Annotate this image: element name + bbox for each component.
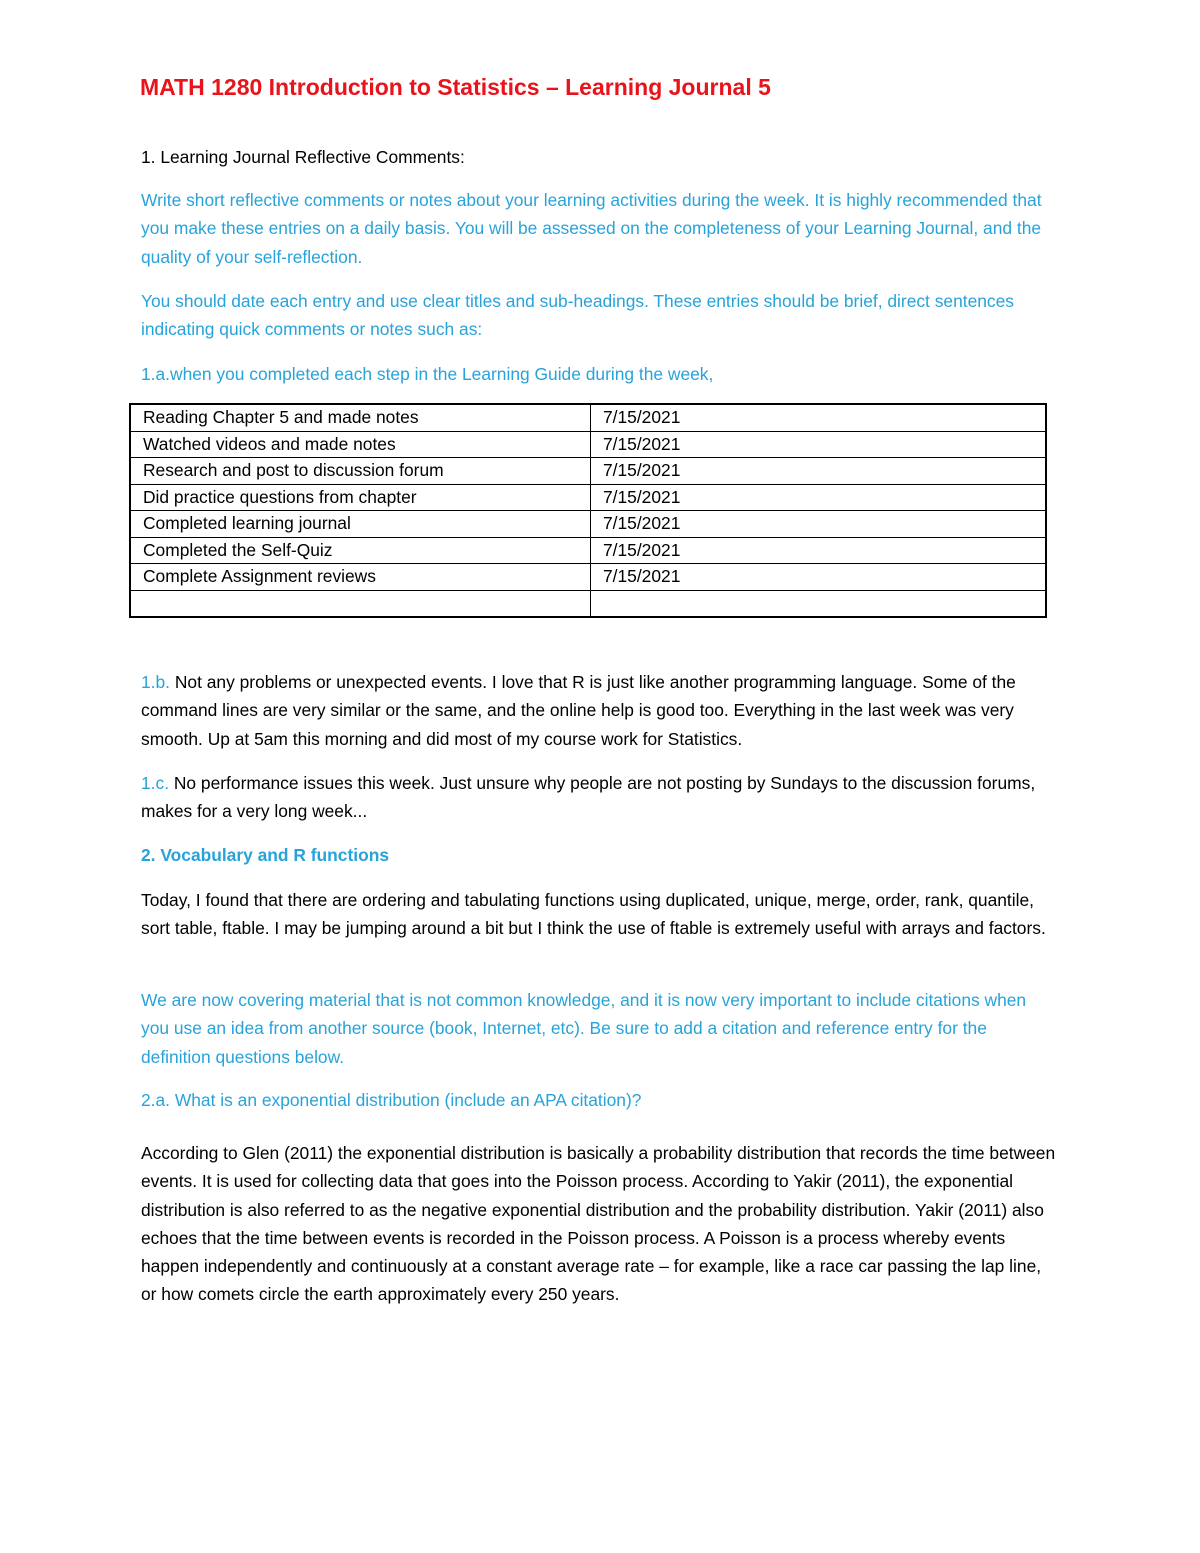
- table-row: [130, 537, 1046, 564]
- date-cell: [591, 590, 1047, 617]
- instructions-paragraph-2: You should date each entry and use clear titles and sub-headings. These entries should be brief, direct sentences indicating quick comments or notes such as:: [141, 291, 1014, 340]
- answer-1b: [141, 668, 1056, 753]
- task-cell: Completed the Self-Quiz: [130, 537, 591, 564]
- question-2a-heading: 2.a. What is an exponential distribution (include an APA citation)?: [141, 1090, 642, 1110]
- answer-2a: According to Glen (2011) the exponential distribution is basically a probability distribution that records the time between events. It is used for collecting data that goes into the Poisson process. According to Yakir (2011), the exponential distribution is also referred to as the negative exponential distribution and the probability distribution. Yakir (2011) also echoes that the time between events is recorded in the Poisson process. A Poisson is a process whereby events happen independently and continuously at a constant average rate – for example, like a race car passing the lap line, or how comets circle the earth approximately every 250 years.: [141, 1143, 1056, 1305]
- section2-citation-note: We are now covering material that is not common knowledge, and it is now very important to include citations when you use an idea from another source (book, Internet, etc). Be sure to add a citation and reference entry for the definition questions below.: [141, 990, 1027, 1067]
- task-cell: Completed learning journal: [130, 511, 591, 538]
- date-cell: 7/15/2021: [591, 458, 1047, 485]
- task-cell: Watched videos and made notes: [130, 431, 591, 458]
- task-cell: Complete Assignment reviews: [130, 564, 591, 591]
- answer-1c-label: 1.c.: [141, 773, 170, 793]
- task-cell: Reading Chapter 5 and made notes: [130, 404, 591, 431]
- section2-body: Today, I found that there are ordering and tabulating functions using duplicated, unique, merge, order, rank, quantile, sort table, ftable. I may be jumping around a bit but I think the use of ftable is extremely useful with arrays and factors.: [141, 890, 1046, 939]
- task-cell: [130, 590, 591, 617]
- date-cell: 7/15/2021: [591, 564, 1047, 591]
- table-row: [130, 484, 1046, 511]
- date-cell: 7/15/2021: [591, 484, 1047, 511]
- table-row: [130, 431, 1046, 458]
- learning-steps-table: [129, 403, 1047, 618]
- answer-1c: [141, 769, 1056, 826]
- section1-heading: 1. Learning Journal Reflective Comments:: [141, 147, 465, 167]
- section2-heading: 2. Vocabulary and R functions: [141, 845, 390, 865]
- table-row: [130, 564, 1046, 591]
- instructions-paragraph-1: Write short reflective comments or notes about your learning activities during the week. It is highly recommended that you make these entries on a daily basis. You will be assessed on the completeness of your Learning Journal, and the quality of your self-reflection.: [141, 190, 1042, 267]
- table-row: [130, 590, 1046, 617]
- task-cell: Did practice questions from chapter: [130, 484, 591, 511]
- date-cell: 7/15/2021: [591, 404, 1047, 431]
- instructions-paragraph-3: 1.a.when you completed each step in the Learning Guide during the week,: [141, 364, 714, 384]
- answer-1c-text: No performance issues this week. Just unsure why people are not posting by Sundays to the discussion forums, makes for a very long week...: [141, 773, 1036, 822]
- task-cell: Research and post to discussion forum: [130, 458, 591, 485]
- date-cell: 7/15/2021: [591, 511, 1047, 538]
- date-cell: 7/15/2021: [591, 537, 1047, 564]
- date-cell: 7/15/2021: [591, 431, 1047, 458]
- document-title: MATH 1280 Introduction to Statistics – Learning Journal 5: [140, 74, 771, 100]
- table-row: [130, 404, 1046, 431]
- table-row: [130, 458, 1046, 485]
- answer-1b-text: Not any problems or unexpected events. I love that R is just like another programming language. Some of the command lines are very similar or the same, and the online help is good too. Everything in the last week was very smooth. Up at 5am this morning and did most of my course work for Statistics.: [141, 672, 1016, 749]
- table-row: [130, 511, 1046, 538]
- answer-1b-label: 1.b.: [141, 672, 171, 692]
